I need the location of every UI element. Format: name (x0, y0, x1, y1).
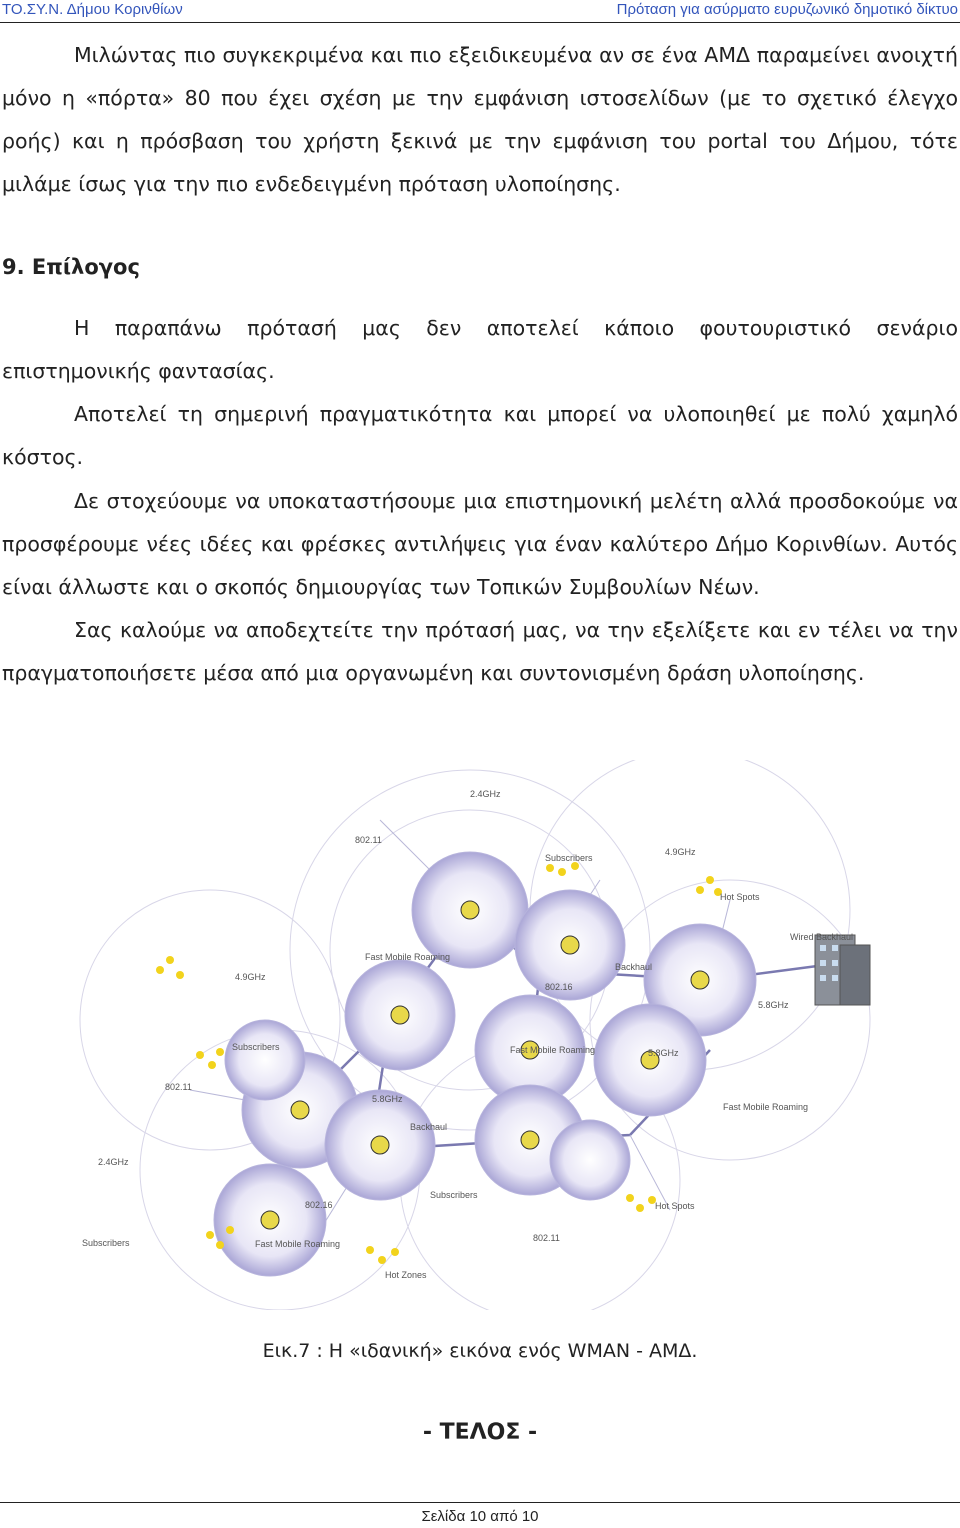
wman-network-figure (70, 760, 900, 1310)
footer-rule (0, 1502, 960, 1503)
page-footer: Σελίδα 10 από 10 (421, 1508, 539, 1525)
paragraph-3: Δε στοχεύουμε να υποκαταστήσουμε μια επιστημονική μελέτη αλλά προσδοκούμε να προσφέρουμε νέες ιδέες και φρέσκες αντιλήψεις για έναν καλύτερο Δήμο Κορινθίων. Αυτός είναι άλλωστε και ο σκοπός δημιουργίας των Τοπικών Συμβουλίων Νέων. (2, 489, 958, 599)
paragraph-2: Αποτελεί τη σημερινή πραγματικότητα και μπορεί να υλοποιηθεί με πολύ χαμηλό κόστος. (2, 402, 958, 469)
fig-label: 5.8GHz (758, 1000, 789, 1010)
fig-label: Fast Mobile Roaming (365, 952, 451, 962)
fig-label: Subscribers (430, 1190, 478, 1200)
section-heading: 9. Επίλογος (2, 255, 140, 279)
fig-label: Hot Zones (385, 1270, 427, 1280)
fig-label: Hot Spots (655, 1201, 695, 1211)
header-right: Πρόταση για ασύρματο ευρυζωνικό δημοτικό δίκτυο (616, 1, 958, 18)
fig-label: Fast Mobile Roaming (510, 1045, 596, 1055)
fig-label: 802.11 (165, 1082, 192, 1092)
fig-label: 4.9GHz (665, 847, 696, 857)
fig-label: Fast Mobile Roaming (255, 1239, 341, 1249)
fig-label: Subscribers (545, 853, 593, 863)
fig-label: 802.11 (355, 835, 382, 845)
fig-label: 5.8GHz (648, 1048, 679, 1058)
end-text: - ΤΕΛΟΣ - (422, 1420, 538, 1445)
fig-label: 802.11 (533, 1233, 560, 1243)
fig-label: 2.4GHz (470, 789, 501, 799)
fig-label: 802.16 (545, 982, 573, 992)
paragraph-1: Η παραπάνω πρότασή μας δεν αποτελεί κάποιο φουτουριστικό σενάριο επιστημονικής φαντασίας. (2, 316, 958, 383)
fig-label: Subscribers (82, 1238, 130, 1248)
fig-label: Backhaul (410, 1122, 448, 1132)
intro-paragraph: Μιλώντας πιο συγκεκριμένα και πιο εξειδικευμένα αν σε ένα ΑΜΔ παραμείνει ανοιχτή μόνο η «πόρτα» 80 που έχει σχέση με την εμφάνιση ιστοσελίδων (με το σχετικό έλεγχο ροής) και η πρόσβαση του χρήστη ξεκινά με την εμφάνιση του portal του Δήμου, τότε μιλάμε ίσως για την πιο ενδεδειγμένη πρόταση υλοποίησης. (2, 43, 958, 196)
fig-label: 802.16 (305, 1200, 333, 1210)
fig-label: Wired Backhaul (790, 932, 854, 942)
fig-label: 4.9GHz (235, 972, 266, 982)
network-nodes (214, 852, 756, 1276)
building-icon (815, 935, 870, 1005)
fig-label: Subscribers (232, 1042, 280, 1052)
fig-label: Fast Mobile Roaming (723, 1102, 809, 1112)
fig-label: Backhaul (615, 962, 653, 972)
figure-caption: Εικ.7 : Η «ιδανική» εικόνα ενός WMAN - ΑΜΔ. (262, 1340, 698, 1362)
header-left: ΤΟ.ΣΥ.Ν. Δήμου Κορινθίων (2, 1, 183, 18)
paragraph-4: Σας καλούμε να αποδεχτείτε την πρότασή μας, να την εξελίξετε και εν τέλει να την πραγματοποιήσετε μέσα από μια οργανωμένη και συντονισμένη δράση υλοποίησης. (2, 618, 958, 685)
fig-label: 2.4GHz (98, 1157, 129, 1167)
page-header (0, 0, 960, 23)
fig-label: Hot Spots (720, 892, 760, 902)
fig-label: 5.8GHz (372, 1094, 403, 1104)
